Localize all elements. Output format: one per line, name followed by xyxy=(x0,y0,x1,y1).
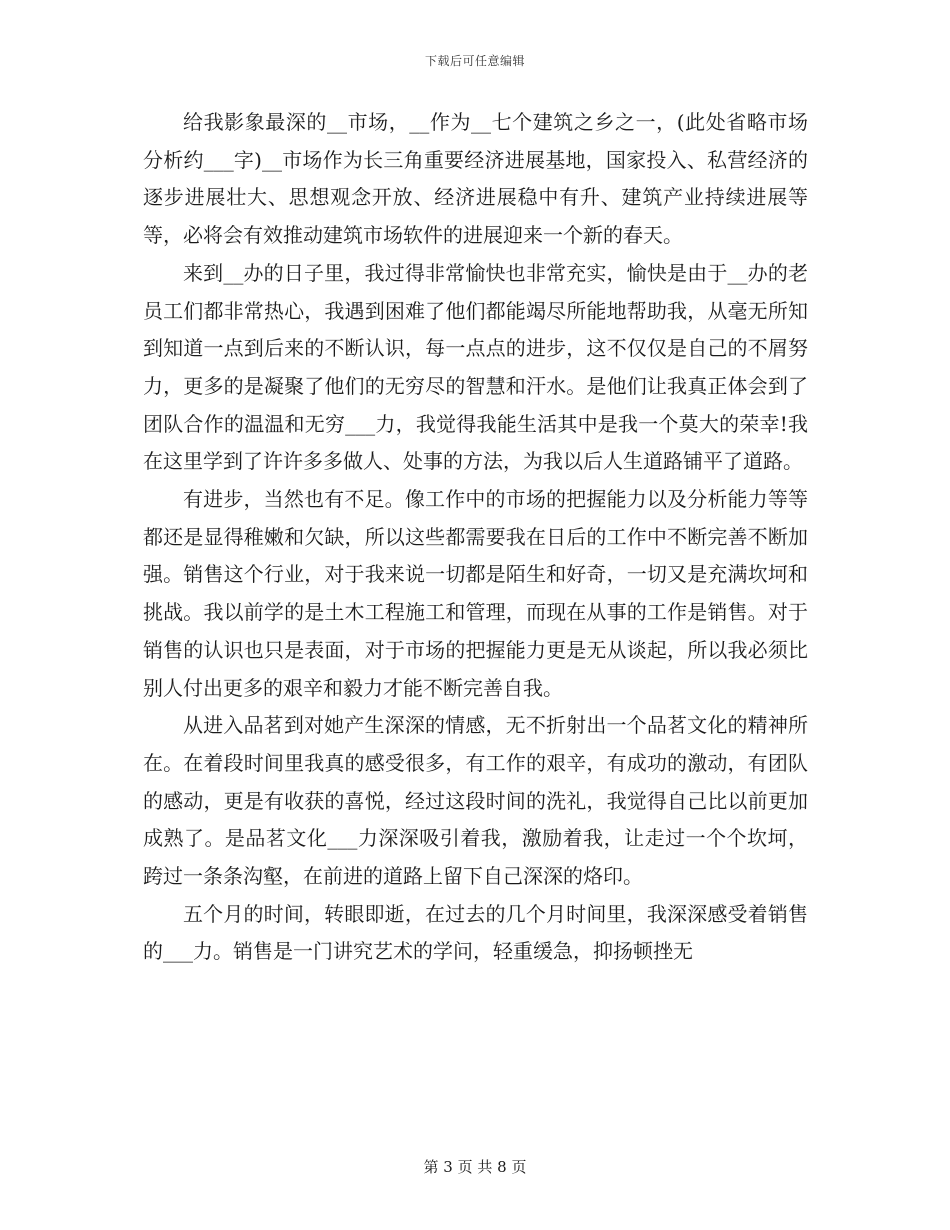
page-footer: 第 3 页 共 8 页 xyxy=(423,1158,527,1176)
paragraph-5: 五个月的时间，转眼即逝，在过去的几个月时间里，我深深感受着销售的___力。销售是一门讲究艺术的学问，轻重缓急，抑扬顿挫无 xyxy=(143,901,808,964)
page-header: 下载后可任意编辑 xyxy=(424,54,525,68)
paragraph-2: 来到__办的日子里，我过得非常愉快也非常充实，愉快是由于__办的老员工们都非常热心，我遇到困难了他们都能竭尽所能地帮助我，从毫无所知到知道一点到后来的不断认识，每一点点的进步，这不仅仅是自己的不屑努力，更多的是凝聚了他们的无穷尽的智慧和汗水。是他们让我真正体会到了团队合作的温温和无穷___力，我觉得我能生活其中是我一个莫大的荣幸!我在这里学到了许许多多做人、处事的方法，为我以后人生道路铺平了道路。 xyxy=(143,260,808,474)
paragraph-4: 从进入品茗到对她产生深深的情感，无不折射出一个品茗文化的精神所在。在着段时间里我真的感受很多，有工作的艰辛，有成功的激动，有团队的感动，更是有收获的喜悦，经过这段时间的洗礼，我觉得自己比以前更加成熟了。是品茗文化___力深深吸引着我，激励着我，让走过一个个坎坷，跨过一条条沟壑，在前进的道路上留下自己深深的烙印。 xyxy=(143,713,808,889)
paragraph-3: 有进步，当然也有不足。像工作中的市场的把握能力以及分析能力等等都还是显得稚嫩和欠缺，所以这些都需要我在日后的工作中不断完善不断加强。销售这个行业，对于我来说一切都是陌生和好奇，一切又是充满坎坷和挑战。我以前学的是土木工程施工和管理，而现在从事的工作是销售。对于销售的认识也只是表面，对于市场的把握能力更是无从谈起，所以我必须比别人付出更多的艰辛和毅力才能不断完善自我。 xyxy=(143,487,808,700)
paragraph-1: 给我影象最深的__市场，__作为__七个建筑之乡之一，(此处省略市场分析约___字)__市场作为长三角重要经济进展基地，国家投入、私营经济的逐步进展壮大、思想观念开放、经济进展稳中有升、建筑产业持续进展等等，必将会有效推动建筑市场软件的进展迎来一个新的春天。 xyxy=(143,110,808,248)
body-text xyxy=(143,104,808,971)
